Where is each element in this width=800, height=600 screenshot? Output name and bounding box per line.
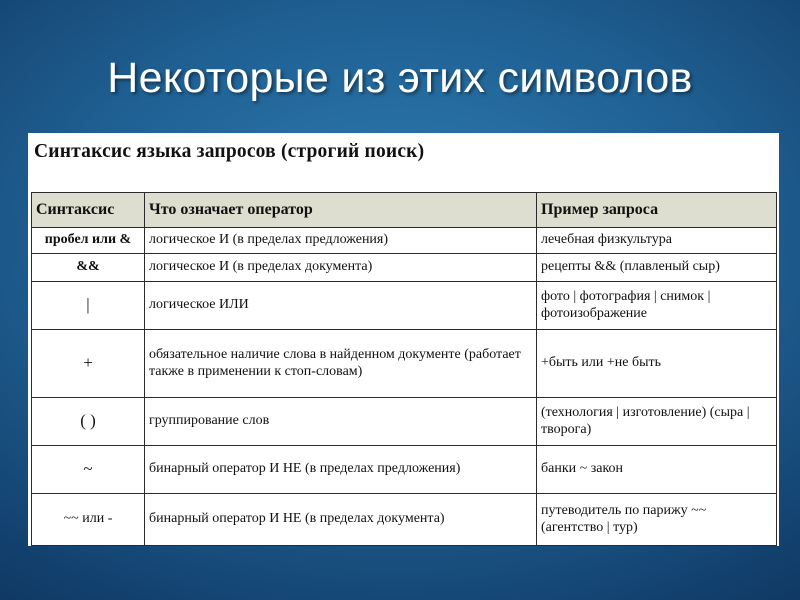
cell-example: банки ~ закон [537, 446, 777, 494]
column-header-syntax: Синтаксис [32, 193, 145, 228]
cell-syntax: ( ) [32, 398, 145, 446]
table-row [32, 446, 777, 494]
table-row [32, 330, 777, 398]
syntax-document-image [28, 133, 779, 546]
cell-meaning: обязательное наличие слова в найденном документе (работает также в применении к стоп-словам) [145, 330, 537, 398]
cell-meaning: логическое ИЛИ [145, 282, 537, 330]
column-header-meaning: Что означает оператор [145, 193, 537, 228]
cell-syntax: ~ [32, 446, 145, 494]
cell-syntax: пробел или & [32, 228, 145, 254]
cell-example: +быть или +не быть [537, 330, 777, 398]
document-heading: Синтаксис языка запросов (строгий поиск) [34, 141, 425, 162]
cell-meaning: логическое И (в пределах предложения) [145, 228, 537, 254]
cell-meaning: бинарный оператор И НЕ (в пределах документа) [145, 494, 537, 546]
table-row [32, 398, 777, 446]
table-row [32, 494, 777, 546]
cell-example: (технология | изготовление) (сыра | творога) [537, 398, 777, 446]
cell-meaning: бинарный оператор И НЕ (в пределах предложения) [145, 446, 537, 494]
cell-syntax: | [32, 282, 145, 330]
cell-example: лечебная физкультура [537, 228, 777, 254]
cell-syntax: + [32, 330, 145, 398]
slide-title: Некоторые из этих символов [107, 54, 693, 102]
column-header-example: Пример запроса [537, 193, 777, 228]
cell-meaning: логическое И (в пределах документа) [145, 254, 537, 282]
table-row [32, 254, 777, 282]
cell-syntax: && [32, 254, 145, 282]
syntax-table [31, 192, 777, 546]
cell-example: рецепты && (плавленый сыр) [537, 254, 777, 282]
cell-example: путеводитель по парижу ~~ (агентство | тур) [537, 494, 777, 546]
table-row [32, 282, 777, 330]
cell-syntax: ~~ или - [32, 494, 145, 546]
cell-example: фото | фотография | снимок | фотоизображение [537, 282, 777, 330]
table-header-row [32, 193, 777, 228]
table-row [32, 228, 777, 254]
cell-meaning: группирование слов [145, 398, 537, 446]
